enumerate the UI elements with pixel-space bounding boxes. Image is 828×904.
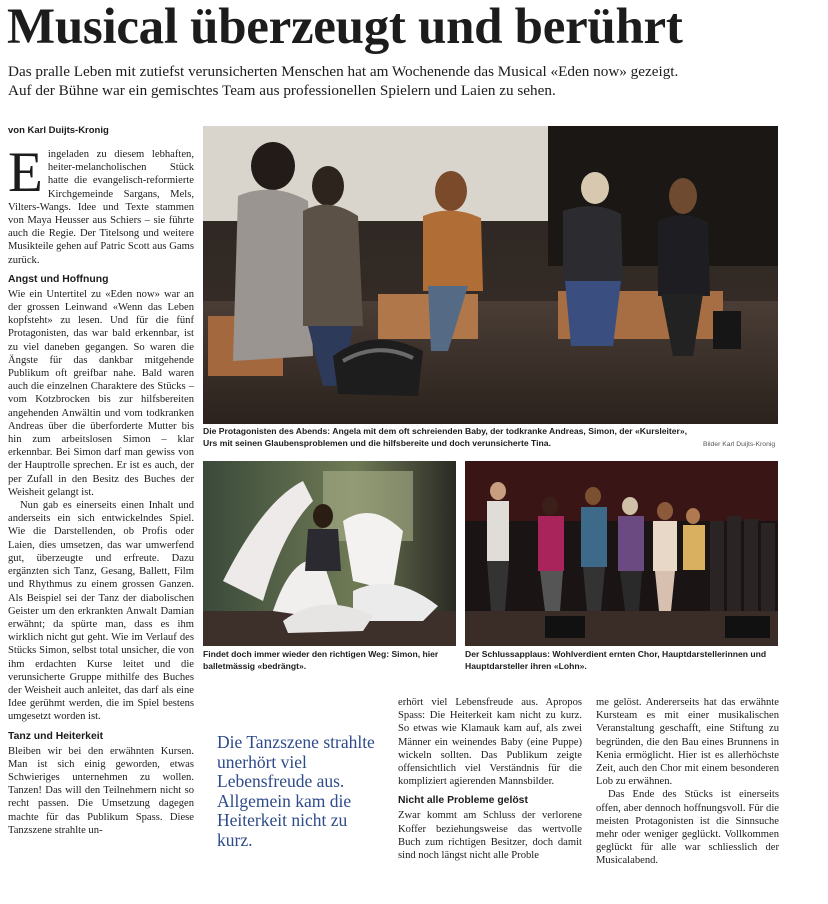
paragraph: Das Ende des Stücks ist einerseits offen, aber dennoch hoffnungsvoll. Für die meisten Protagonisten ist die Sinnsuche mehr oder weniger geglückt. Vollkommen geglückt für alle war schliesslich der Musicalabend. (596, 789, 779, 867)
paragraph: Zwar kommt am Schluss der verlorene Koffer beziehungsweise das wertvolle Buch zum richtigen Besitzer, doch damit sind noch längst nicht alle Proble (398, 810, 582, 862)
applause-photo-caption: Der Schlussapplaus: Wohlverdient ernten Chor, Hauptdarstellerinnen und Hauptdarsteller ihren «Lohn». (465, 649, 767, 671)
paragraph: Wie ein Untertitel zu «Eden now» war an der grossen Leinwand «Wenn das Leben kopfsteht» zu lesen. Und für die fünf Protagonisten, das war bald erkennbar, ist zu viel daneben gegangen. So waren die Ängste für das dankbar mitgehende Publikum oft greifbar nahe. Bald waren auch die einzelnen Charaktere des Stücks – vom Kotzbrocken bis zur hilfsbereiten angehenden Anwältin und vom todkranken Andreas über die überforderte Mutter bis hin zum arbeitslosen Simon – klar erkennbar. Bei Simon darf man gewiss von der Hauptrolle sprechen. Er ist es auch, der per Zufall in den Besitz des Buches der Weisheit gelangt ist. (8, 288, 194, 498)
article-column-1 (8, 141, 194, 837)
lead-line-2: Auf der Bühne war ein gemischtes Team aus professionellen Spielern und Laien zu sehen. (8, 82, 556, 99)
dance-scene-photo (203, 461, 456, 646)
drop-cap: E (8, 141, 43, 204)
paragraph: Bleiben wir bei den erwähnten Kursen. Man ist sich einig geworden, etwas Schwieriges unternehmen zu wollen. Tanzen! Das will den Teilnehmern nicht so recht passen. Die Umsetzung dagegen machte für das Publikum Spass. Diese Tanzszene strahlte un- (8, 745, 194, 836)
photo-credit: Bilder Karl Duijts-Kronig (703, 441, 776, 448)
main-photo-caption: Die Protagonisten des Abends: Angela mit dem oft schreienden Baby, der todkranke Andreas, Simon, der «Kursleiter», Urs mit seinen Glaubensproblemen und die hilfsbereite und doch verunsicherte Tina. (203, 426, 688, 448)
paragraph: me gelöst. Andererseits hat das erwähnte Kursteam es mit einer musikalischen Veranstaltung geschafft, eine Stiftung zu begründen, die den Bau eines Brunnens in Kenia ermöglicht. Hier ist es allerhöchste Zeit, auch den Chor mit einem besonderen Lob zu erwähnen. (596, 697, 779, 788)
headline: Musical überzeugt und berührt (7, 0, 683, 55)
intro-text: ingeladen zu diesem lebhaften, heiter-melancholischen Stück hatte die evangelisch-reformierte Kirchgemeinde Sargans, Mels, Vilters-Wangs. Idee und Texte stammen von Maya Heusser aus Schiers – sie führte auch die Regie. Der Titelsong und weitere Musikteile gehen auf Patric Scott aus Gams zurück. (8, 149, 194, 266)
lead-paragraph (8, 62, 808, 100)
subheading-probleme: Nicht alle Probleme gelöst (398, 795, 528, 807)
author-byline: von Karl Duijts-Kronig (8, 125, 109, 136)
pull-quote: Die Tanzszene strahlte unerhört viel Lebensfreude aus. Allgemein kam die Heiterkeit nicht zu kurz. (217, 732, 375, 850)
dance-photo-caption: Findet doch immer wieder den richtigen Weg: Simon, hier balletmässig «bedrängt». (203, 649, 439, 671)
main-stage-photo (203, 126, 778, 424)
applause-photo (465, 461, 778, 646)
lead-line-1: Das pralle Leben mit zutiefst verunsicherten Menschen hat am Wochenende das Musical «Eden now» gezeigt. (8, 63, 679, 80)
subheading-angst: Angst und Hoffnung (8, 273, 109, 285)
article-column-3 (398, 696, 582, 862)
paragraph: erhört viel Lebensfreude aus. Apropos Spass: Die Heiterkeit kam nicht zu kurz. So etwas wie Klamauk kam auf, als zwei Männer ein weinendes Baby (eine Puppe) wickeln sollten. Das Publikum zeigte offensichtlich viel Verständnis für die kompliziert agierenden Mannsbilder. (398, 697, 582, 788)
paragraph: Nun gab es einerseits einen Inhalt und anderseits ein sich entwickelndes Spiel. Wie die Darstellenden, ob Profis oder Laien, dies umsetzen, das war umwerfend gut, überzeugte und erfreute. Dazu ergänzten sich Tanz, Gesang, Ballett, Film und Rhythmus zu einem grossen Ganzen. Als Beispiel sei der Tanz der diabolischen Geister um den erkrankten Anwalt Damian erwähnt; da spürte man, dass es ihm wirklich nicht gut geht. Wie im Verlauf des Stücks Simon, selbst total unsicher, die von ihm erdachten Kurse leitet und die verunsicherte Gruppe mithilfe des Buches der Weisheit auch anleitet, das darf als eine Idee gerühmt werden, die im Spiel bestens umgesetzt worden ist. (8, 500, 194, 723)
subheading-tanz: Tanz und Heiterkeit (8, 730, 104, 742)
article-column-4 (596, 696, 779, 868)
